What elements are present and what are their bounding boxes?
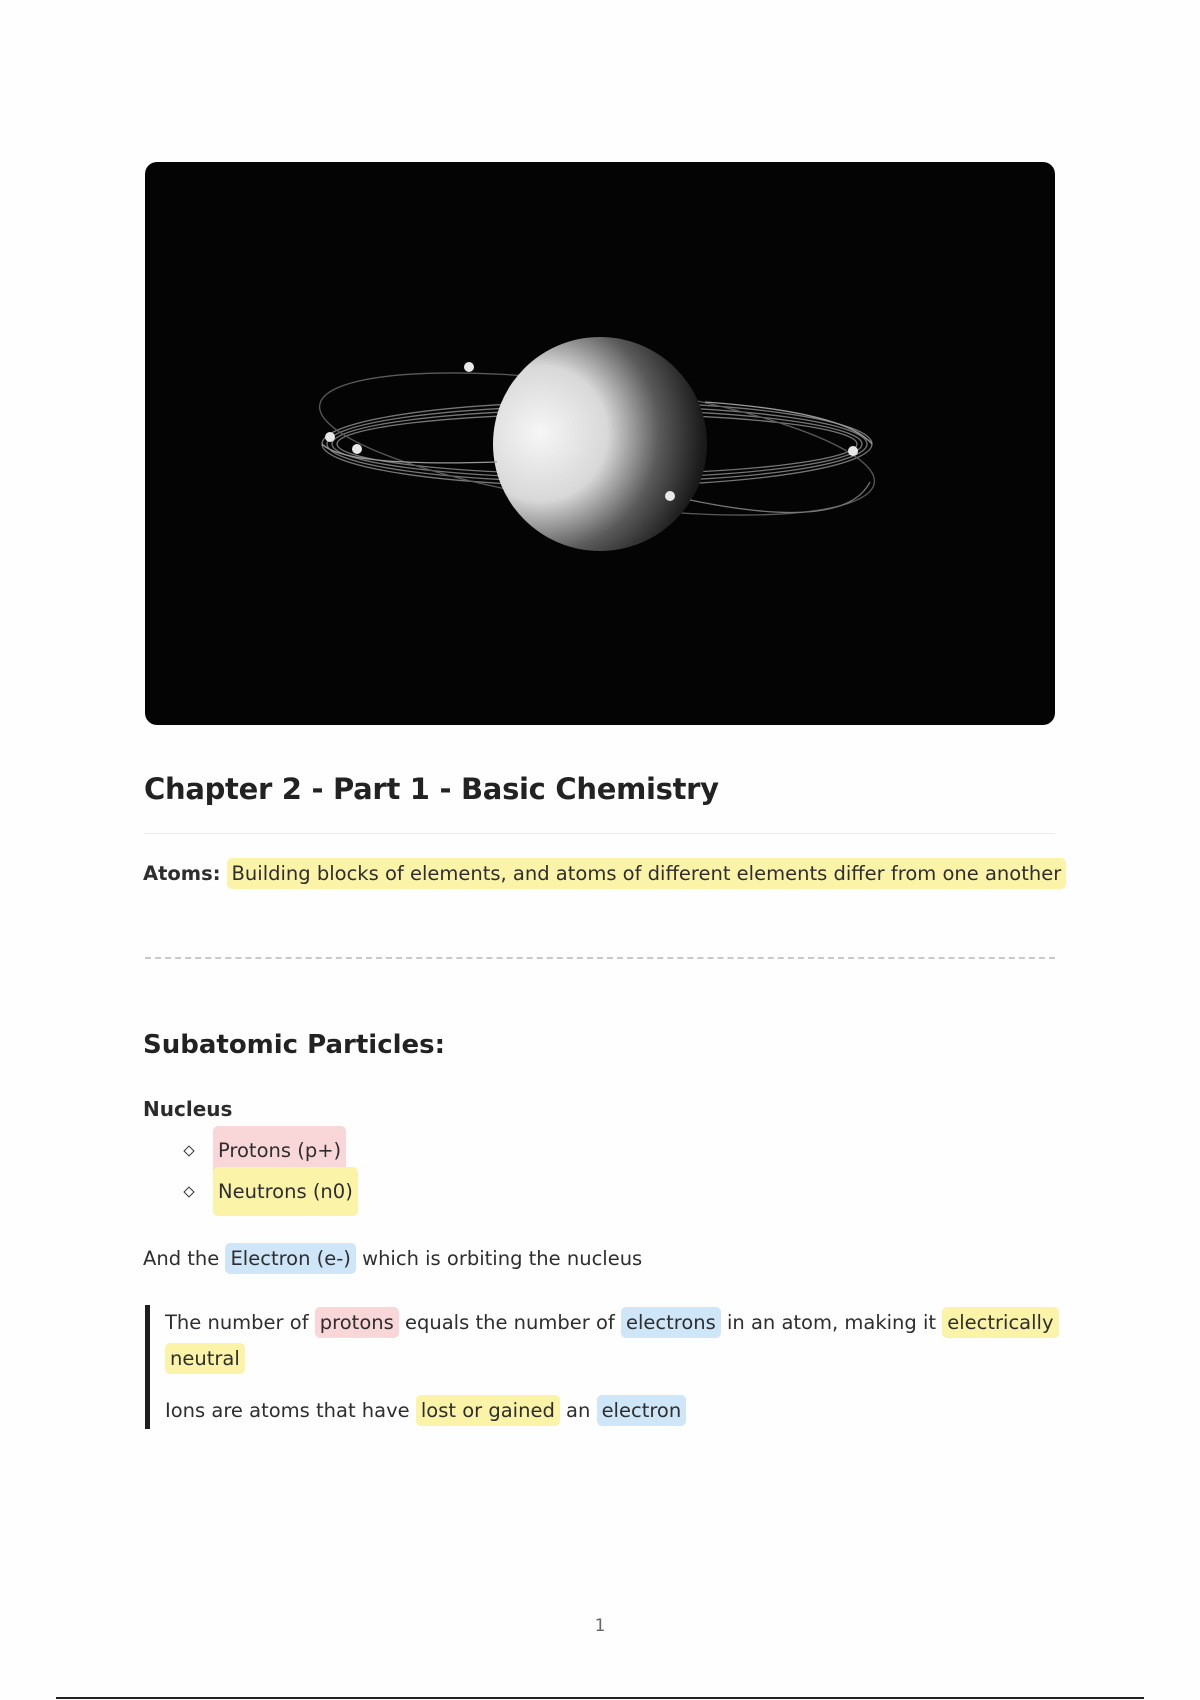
page-bottom-edge xyxy=(56,1697,1144,1699)
electrons-highlight: electrons xyxy=(621,1307,721,1338)
atoms-definition xyxy=(143,855,1073,892)
quote-line-ions: Ions are atoms that have lost or gained an electron xyxy=(165,1393,1085,1429)
electron-dot xyxy=(665,491,675,501)
protons-highlight: protons xyxy=(315,1307,399,1338)
electron-highlight-2: electron xyxy=(597,1395,687,1426)
list-item xyxy=(185,1130,358,1171)
callout-quote xyxy=(145,1305,1085,1429)
electron-dot xyxy=(848,446,858,456)
list-item xyxy=(185,1171,358,1212)
electron-dot xyxy=(325,432,335,442)
atoms-label: Atoms: xyxy=(143,862,221,885)
atoms-definition-highlight: Building blocks of elements, and atoms of different elements differ from one another xyxy=(227,858,1067,889)
page-number: 1 xyxy=(594,1616,606,1636)
electron-dot xyxy=(352,444,362,454)
lost-or-gained-highlight: lost or gained xyxy=(416,1395,560,1426)
protons-item: Protons (p+) xyxy=(213,1126,346,1175)
quote-line-neutral: The number of protons equals the number of electrons in an atom, making it electrically neutral xyxy=(165,1305,1085,1377)
electrically-neutral-highlight: electrically neutral xyxy=(165,1307,1059,1374)
dashed-divider xyxy=(145,957,1055,959)
title-divider xyxy=(144,833,1055,834)
subatomic-heading: Subatomic Particles: xyxy=(143,1030,446,1060)
nucleus-heading: Nucleus xyxy=(143,1097,233,1121)
electron-highlight: Electron (e-) xyxy=(225,1243,355,1274)
electron-dot xyxy=(464,362,474,372)
neutrons-item: Neutrons (n0) xyxy=(213,1167,358,1216)
electron-sentence: And the Electron (e-) which is orbiting the nucleus xyxy=(143,1244,642,1274)
diamond-bullet-icon xyxy=(183,1145,194,1156)
nucleus-sphere xyxy=(493,337,707,551)
hero-image-atom xyxy=(145,162,1055,725)
diamond-bullet-icon xyxy=(183,1186,194,1197)
page-title: Chapter 2 - Part 1 - Basic Chemistry xyxy=(144,772,719,806)
nucleus-list xyxy=(185,1130,358,1212)
atom-illustration xyxy=(145,162,1055,725)
